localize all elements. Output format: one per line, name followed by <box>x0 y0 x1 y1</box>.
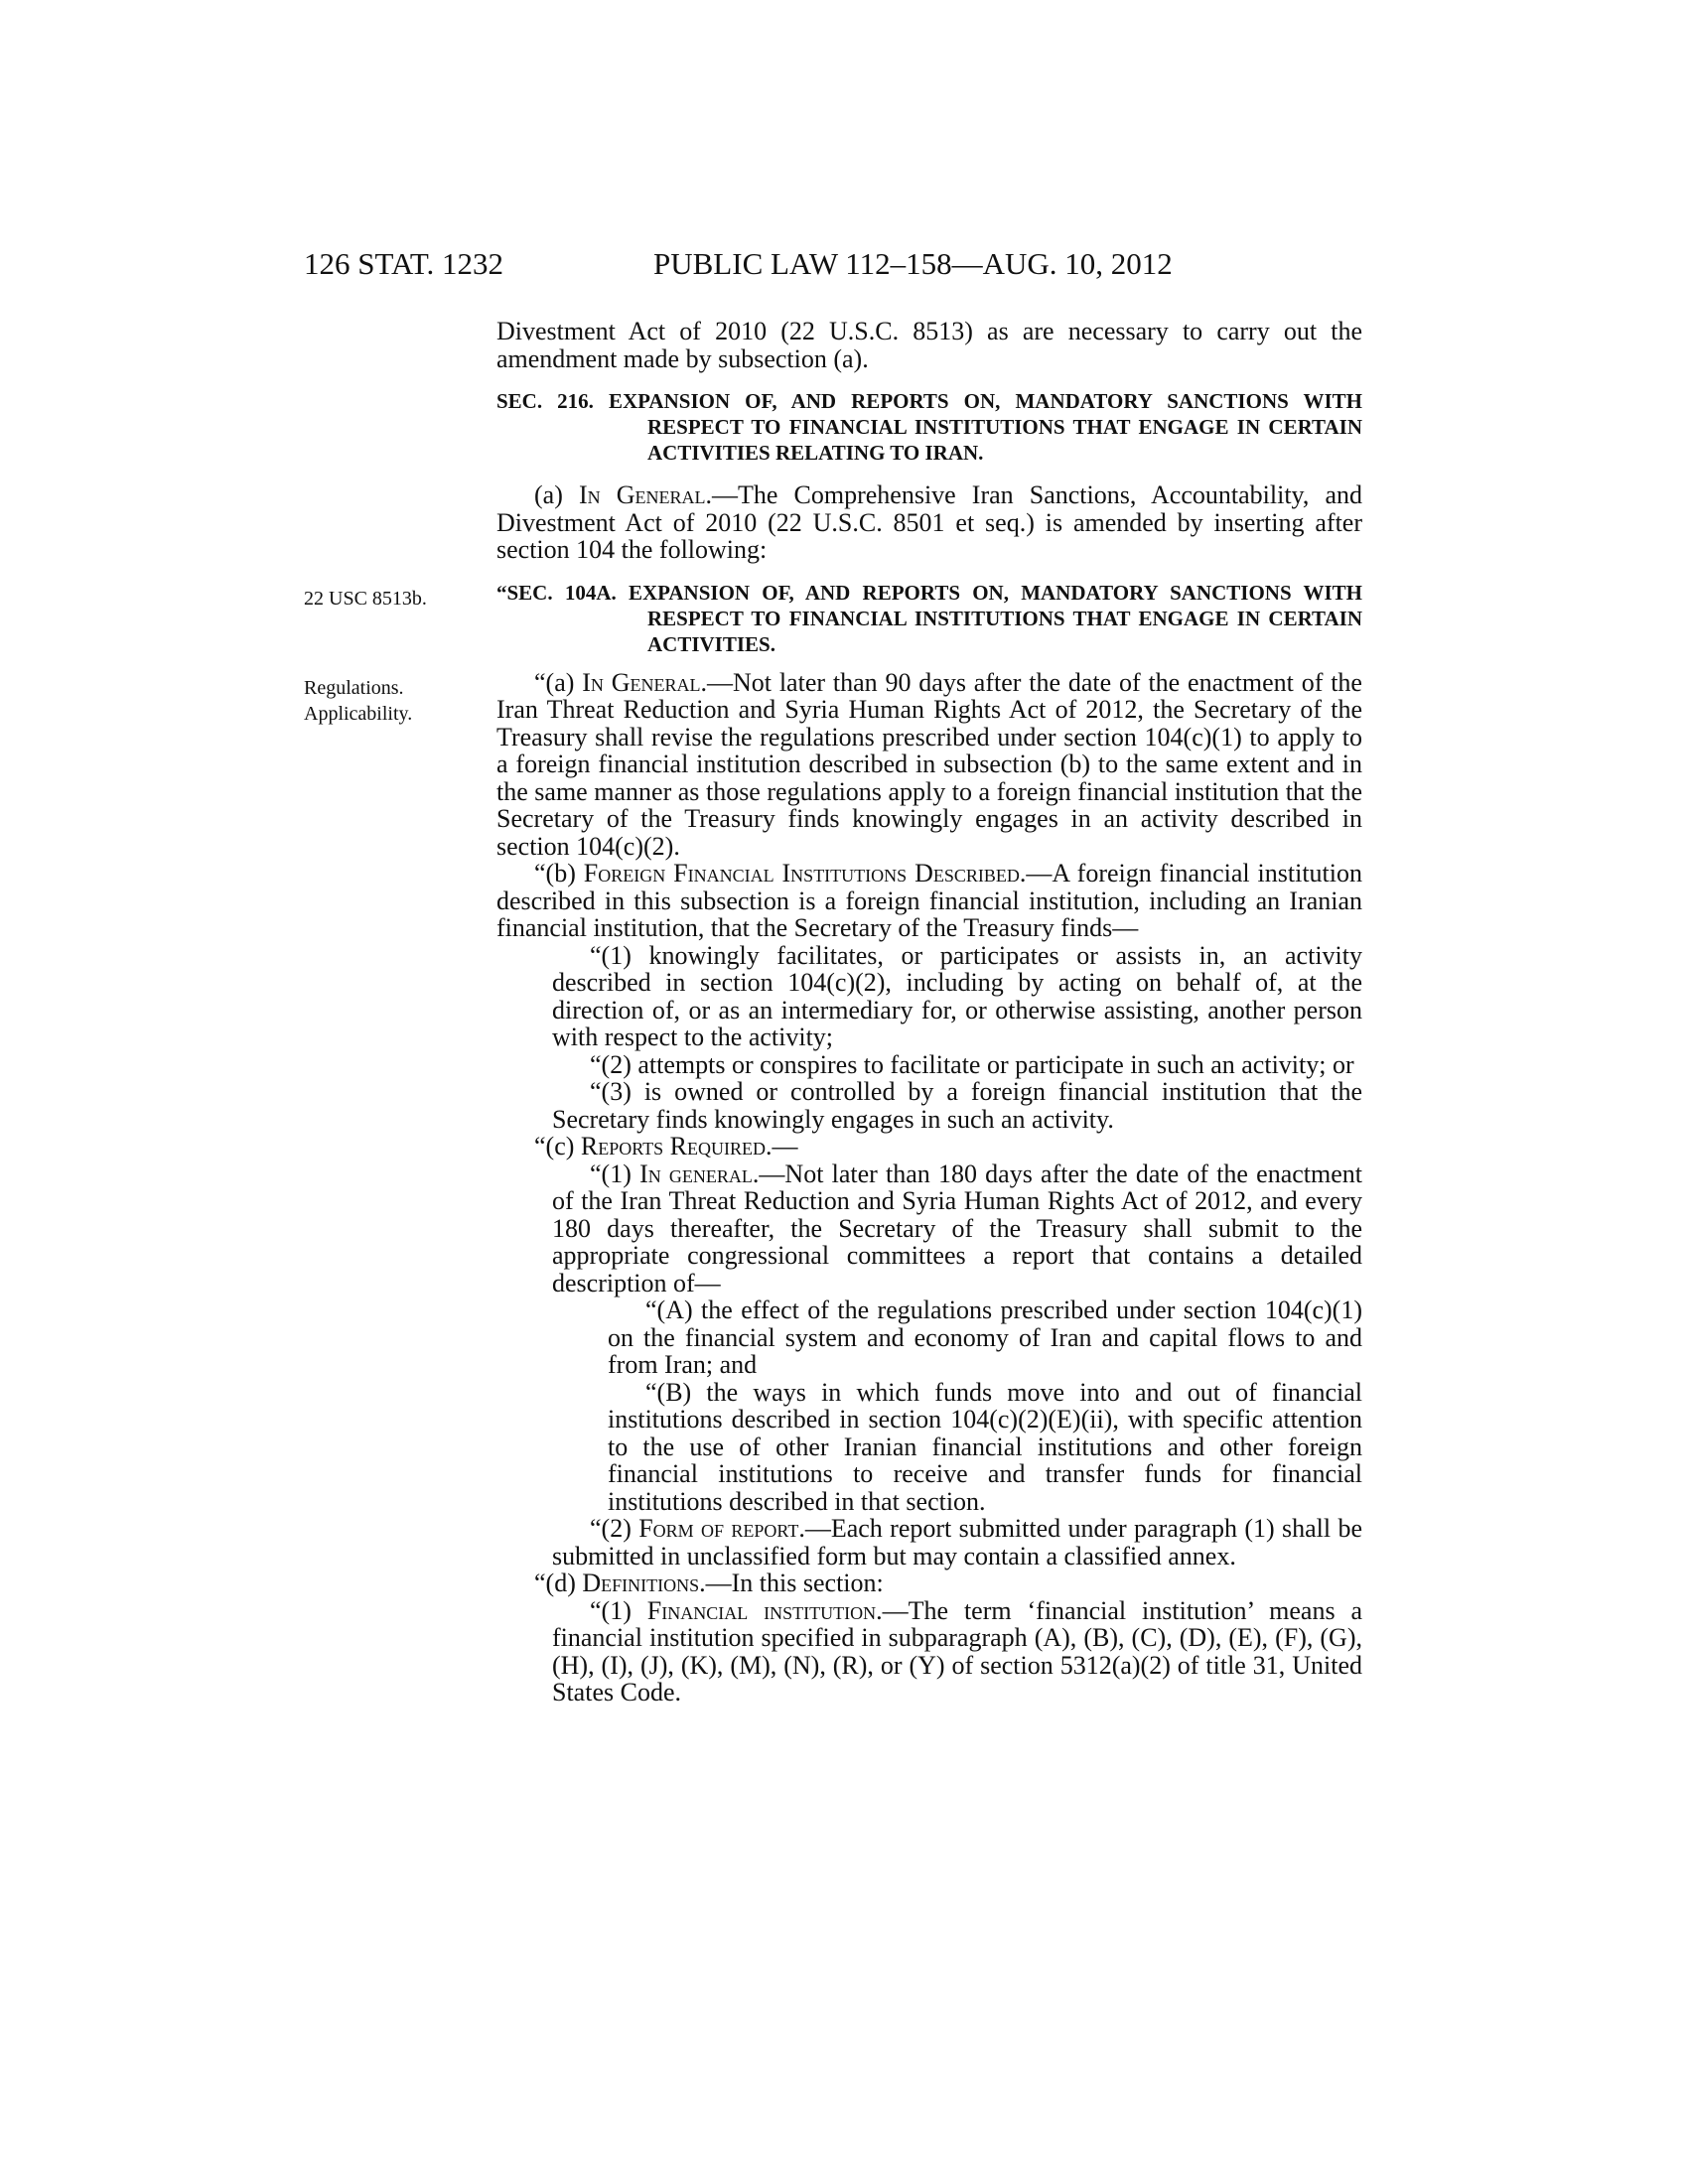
paragraph-c2: “(2) Form of report.—Each report submitted under paragraph (1) shall be submitted in unclassified form but may contain a classified annex. <box>552 1514 1362 1570</box>
subparagraph-c1-B: “(B) the ways in which funds move into and out of financial institutions described in section 104(c)(2)(E)(ii), with specific attention to the use of other Iranian financial institutions and other foreign financial institutions to receive and transfer funds for financial institutions described in that section. <box>608 1377 1362 1516</box>
paragraph-b2: “(2) attempts or conspires to facilitate or participate in such an activity; or <box>590 1049 1354 1079</box>
quoted-subsection-a: “(a) In General.—Not later than 90 days after the date of the enactment of the Iran Threat Reduction and Syria Human Rights Act of 2012, the Secretary of the Treasury shall revise the regulations prescribed under section 104(c)(1) to apply to a foreign financial institution described in subsection (b) to the same extent and in the same manner as those regulations apply to a foreign financial institution that the Secretary of the Treasury finds knowingly engages in an activity described in section 104(c)(2). <box>496 667 1362 861</box>
margin-note-regulations: Regulations. <box>304 677 404 699</box>
sec216-heading: SEC. 216. EXPANSION OF, AND REPORTS ON, MANDATORY SANCTIONS WITH RESPECT TO FINANCIAL INSTITUTIONS THAT ENGAGE IN CERTAIN ACTIVITIES RELATING TO IRAN. <box>496 389 1362 465</box>
sec104a-heading: “SEC. 104A. EXPANSION OF, AND REPORTS ON, MANDATORY SANCTIONS WITH RESPECT TO FINANCIAL INSTITUTIONS THAT ENGAGE IN CERTAIN ACTIVITIES. <box>496 580 1362 656</box>
subsection-a-heading: In General <box>578 480 706 509</box>
running-header: PUBLIC LAW 112–158—AUG. 10, 2012 <box>653 246 1173 281</box>
quoted-subsection-b: “(b) Foreign Financial Institutions Described.—A foreign financial institution described in this subsection is a foreign financial institution, including an Iranian financial institution, that the Secretary of the Treasury finds— <box>496 859 1362 942</box>
page-stat-number: 126 STAT. 1232 <box>304 246 504 281</box>
subsection-a: (a) In General.—The Comprehensive Iran Sanctions, Accountability, and Divestment Act of 2010 (22 U.S.C. 8501 et seq.) is amended by inserting after section 104 the following: <box>496 480 1362 564</box>
paragraph-d1: “(1) Financial institution.—The term ‘financial institution’ means a financial institution specified in subparagraph (A), (B), (C), (D), (E), (F), (G), (H), (I), (J), (K), (M), (N), (R), or (Y) of section 5312(a)(2) of title 31, United States Code. <box>552 1595 1363 1706</box>
margin-note-usc: 22 USC 8513b. <box>304 588 427 610</box>
page-body <box>496 318 1362 1706</box>
paragraph-b3: “(3) is owned or controlled by a foreign financial institution that the Secretary finds knowingly engages in such an activity. <box>552 1077 1362 1134</box>
paragraph-c1: “(1) In general.—Not later than 180 days after the date of the enactment of the Iran Threat Reduction and Syria Human Rights Act of 2012, and every 180 days thereafter, the Secretary of the Treasury shall submit to the appropriate congressional committees a report that contains a detailed description of— <box>552 1159 1362 1297</box>
continuation-paragraph: Divestment Act of 2010 (22 U.S.C. 8513) as are necessary to carry out the amendment made by subsection (a). <box>496 317 1362 373</box>
margin-note-applicability: Applicability. <box>304 703 413 725</box>
quoted-subsection-c: “(c) Reports Required.— <box>534 1132 798 1160</box>
quoted-subsection-d: “(d) Definitions.—In this section: <box>534 1569 884 1597</box>
paragraph-b1: “(1) knowingly facilitates, or participates or assists in, an activity described in section 104(c)(2), including by acting on behalf of, at the direction of, or as an intermediary for, or otherwise assisting, another person with respect to the activity; <box>552 940 1362 1051</box>
subparagraph-c1-A: “(A) the effect of the regulations prescribed under section 104(c)(1) on the financial system and economy of Iran and capital flows to and from Iran; and <box>608 1296 1362 1379</box>
